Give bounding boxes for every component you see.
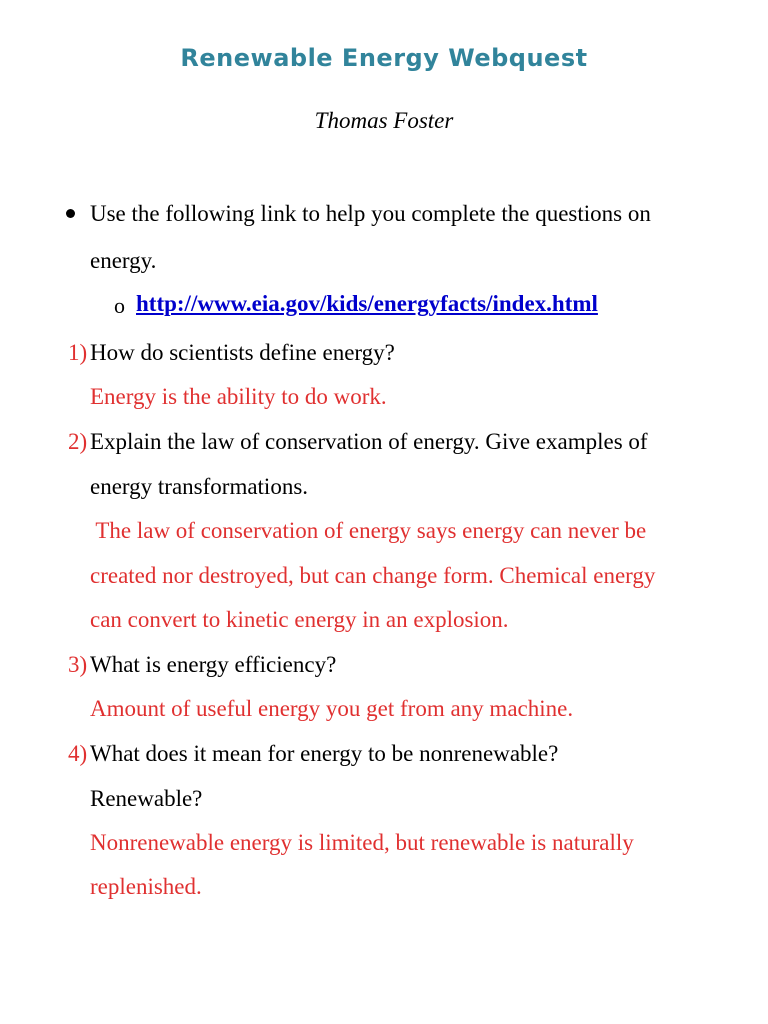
document-title: Renewable Energy Webquest bbox=[180, 44, 588, 72]
question-2-text-line-1: Explain the law of conservation of energy. Give examples of bbox=[90, 429, 648, 454]
answer-1-text: Energy is the ability to do work. bbox=[90, 384, 387, 409]
question-1-number: 1) bbox=[68, 340, 88, 365]
answer-4-text-line-1: Nonrenewable energy is limited, but renewable is naturally bbox=[90, 830, 634, 855]
bullet-dot-icon bbox=[66, 209, 75, 218]
intro-text-line-2: energy. bbox=[90, 248, 157, 273]
question-3-text: What is energy efficiency? bbox=[90, 652, 337, 677]
answer-2-text-line-3: can convert to kinetic energy in an explosion. bbox=[90, 607, 509, 632]
answer-4-text-line-2: replenished. bbox=[90, 874, 202, 899]
question-2-text-line-2: energy transformations. bbox=[90, 474, 309, 499]
sub-bullet-marker: o bbox=[114, 293, 125, 318]
question-4-text-line-1: What does it mean for energy to be nonrenewable? bbox=[90, 741, 559, 766]
question-4-number: 4) bbox=[68, 741, 88, 766]
answer-2-text-line-2: created nor destroyed, but can change form. Chemical energy bbox=[90, 563, 656, 588]
question-1-text: How do scientists define energy? bbox=[90, 340, 395, 365]
question-2-number: 2) bbox=[68, 429, 88, 454]
answer-2-text-line-1: The law of conservation of energy says energy can never be bbox=[90, 518, 647, 543]
answer-3-text: Amount of useful energy you get from any machine. bbox=[90, 696, 574, 721]
author-name: Thomas Foster bbox=[314, 108, 454, 133]
energyfacts-link[interactable]: http://www.eia.gov/kids/energyfacts/index.html bbox=[136, 291, 598, 316]
question-3-number: 3) bbox=[68, 652, 88, 677]
question-4-text-line-2: Renewable? bbox=[90, 786, 203, 811]
intro-text-line-1: Use the following link to help you complete the questions on bbox=[90, 201, 651, 226]
